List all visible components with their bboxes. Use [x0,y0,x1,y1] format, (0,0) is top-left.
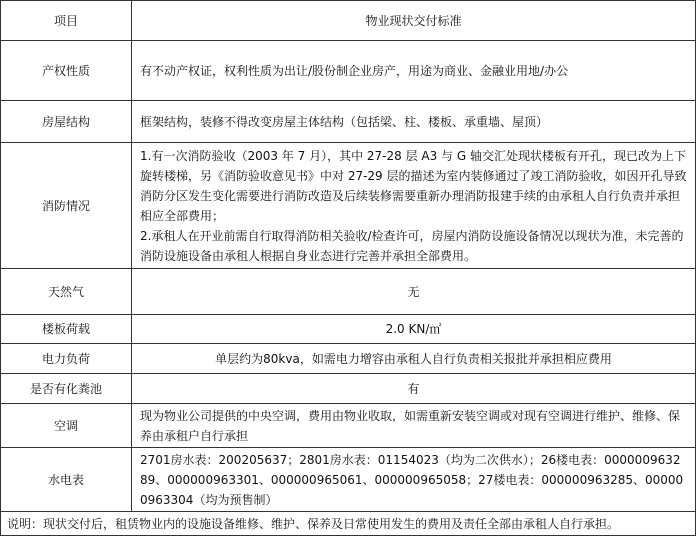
table-row [1,448,696,512]
row-label: 产权性质 [1,41,132,101]
table-row [1,143,696,269]
table-note-row [1,512,696,536]
header-item-cell: 项目 [1,1,132,41]
table-row [1,41,696,101]
fire-paragraph-2: 2.承租人在开业前需自行取得消防相关验收/检查许可，房屋内消防设施设备情况以现状为准，未完善的消防设施设备由承租人根据自身业态进行完善并承担全部费用。 [140,228,684,263]
row-value: 单层约为80kva，如需电力增容由承租人自行负责相关报批并承担相应费用 [132,344,696,374]
fire-paragraph-1: 1.有一次消防验收（2003 年 7 月），其中 27-28 层 A3 与 G 轴交汇处现状楼板有开孔，现已改为上下旋转楼梯，另《消防验收意见书》中对 27-29 层的描述为室内装修通过了竣工消防验收，如因开孔导致消防分区发生变化需要进行消防改造及后续装修需要重新办理消防报建手续的由承租人自行负责并承担相应全部费用； [140,148,687,223]
table-row [1,404,696,448]
table-row [1,101,696,143]
row-value [132,143,696,269]
row-value: 有不动产权证，权利性质为出让/股份制企业房产，用途为商业、金融业用地/办公 [132,41,696,101]
row-label: 楼板荷载 [1,315,132,344]
table-row [1,315,696,344]
row-label: 水电表 [1,448,132,512]
note-text: 说明：现状交付后，租赁物业内的设施设备维修、维护、保养及日常使用发生的费用及责任全部由承租人自行承担。 [1,512,696,536]
row-label: 是否有化粪池 [1,374,132,404]
row-value: 框架结构，装修不得改变房屋主体结构（包括梁、柱、楼板、承重墙、屋顶） [132,101,696,143]
row-value: 有 [132,374,696,404]
row-value: 2701房水表：200205637；2801房水表：01154023（均为二次供水）；26楼电表：000000963289、000000963301、000000965061、000000965058；27楼电表：000000963285、000000963304（均为预售制） [132,448,696,512]
row-label: 消防情况 [1,143,132,269]
table-row [1,374,696,404]
row-value: 现为物业公司提供的中央空调，费用由物业收取，如需重新安装空调或对现有空调进行维护、维修、保养由承租户自行承担 [132,404,696,448]
header-standard-cell: 物业现状交付标准 [132,1,696,41]
row-label: 房屋结构 [1,101,132,143]
row-value: 无 [132,269,696,315]
row-value: 2.0 KN/㎡ [132,315,696,344]
row-label: 空调 [1,404,132,448]
table-header-row [1,1,696,41]
table-row [1,269,696,315]
row-label: 天然气 [1,269,132,315]
table-row [1,344,696,374]
row-label: 电力负荷 [1,344,132,374]
